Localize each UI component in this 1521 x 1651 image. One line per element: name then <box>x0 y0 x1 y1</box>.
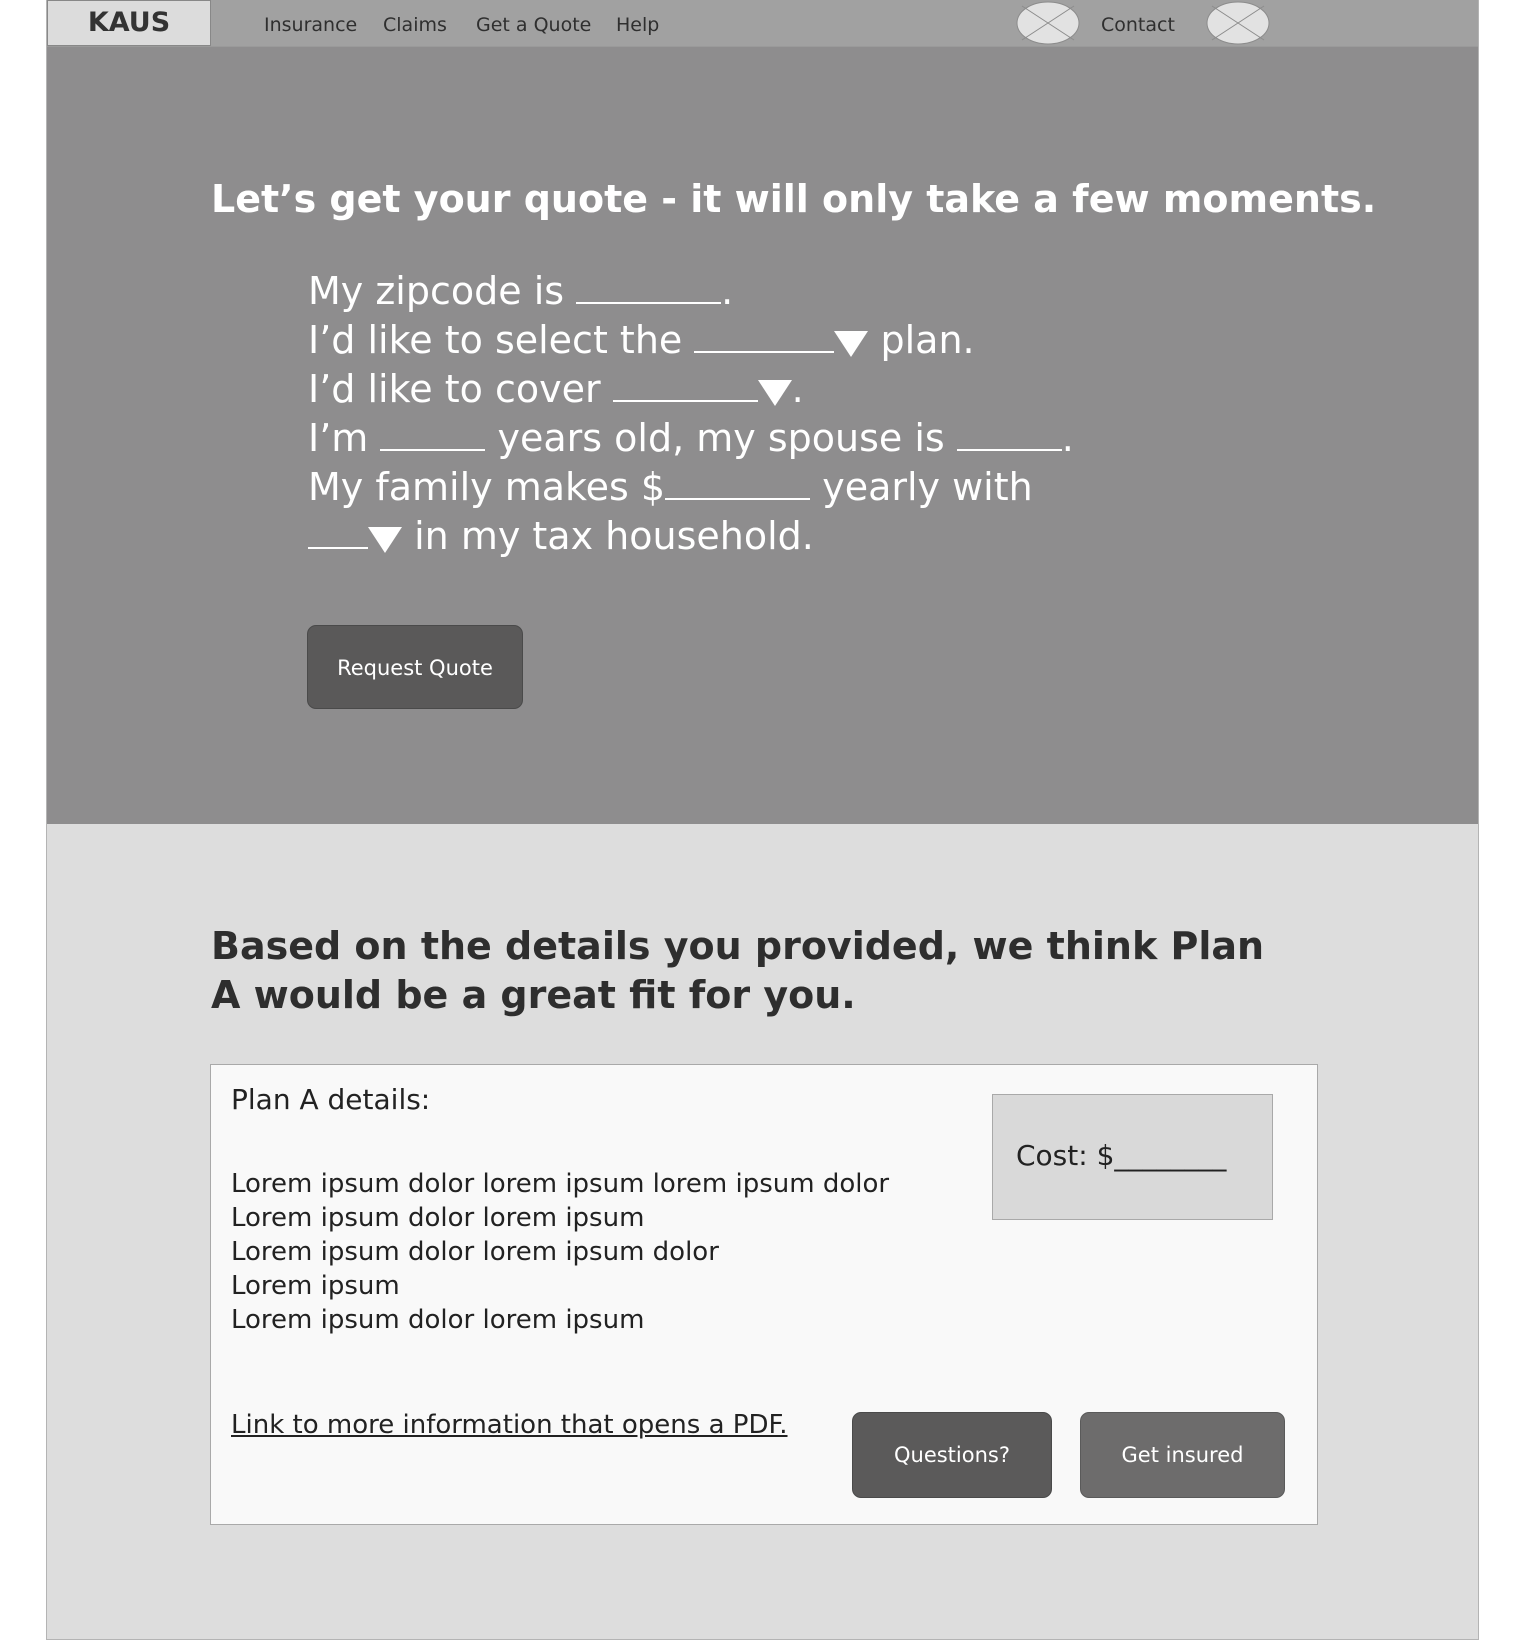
age-period: . <box>1061 416 1074 460</box>
income-suffix: yearly with <box>822 465 1033 509</box>
request-quote-button[interactable]: Request Quote <box>307 625 523 709</box>
pdf-info-link[interactable]: Link to more information that opens a PDF. <box>231 1410 788 1440</box>
nav-link-help[interactable]: Help <box>616 14 660 36</box>
plan-details-list <box>231 1167 889 1337</box>
cost-box: Cost: $________ <box>992 1094 1273 1220</box>
zip-line <box>308 267 1074 316</box>
plan-detail-line: Lorem ipsum dolor lorem ipsum <box>231 1203 645 1233</box>
get-insured-button[interactable]: Get insured <box>1080 1412 1285 1498</box>
cover-label: I’d like to cover <box>308 367 601 411</box>
zip-label: My zipcode is <box>308 269 565 313</box>
plan-details-title: Plan A details: <box>231 1083 431 1116</box>
plan-detail-line: Lorem ipsum dolor lorem ipsum lorem ipsum dolor <box>231 1169 890 1199</box>
image-placeholder-icon[interactable] <box>1206 1 1270 45</box>
plan-detail-line: Lorem ipsum <box>231 1271 400 1301</box>
plan-detail-line: Lorem ipsum dolor lorem ipsum <box>231 1305 645 1335</box>
zip-period: . <box>721 269 734 313</box>
nav-link-insurance[interactable]: Insurance <box>264 14 358 36</box>
age-label: I’m <box>308 416 369 460</box>
plan-label: I’d like to select the <box>308 318 683 362</box>
plan-select[interactable] <box>694 317 834 353</box>
nav-link-get-a-quote[interactable]: Get a Quote <box>476 14 592 36</box>
cover-period: . <box>791 367 804 411</box>
dropdown-arrow-icon[interactable] <box>758 380 792 406</box>
plan-card <box>210 1064 1318 1525</box>
quote-form <box>308 267 1074 561</box>
quote-hero <box>47 47 1478 824</box>
top-nav <box>47 0 1478 47</box>
nav-link-contact[interactable]: Contact <box>1101 14 1175 36</box>
age-input[interactable] <box>380 415 485 451</box>
dropdown-arrow-icon[interactable] <box>834 331 868 357</box>
plan-suffix: plan. <box>880 318 975 362</box>
recommendation-section <box>47 824 1478 1640</box>
plan-detail-line: Lorem ipsum dolor lorem ipsum dolor <box>231 1237 719 1267</box>
recommendation-title: Based on the details you provided, we think Plan A would be a great fit for you. <box>211 924 1265 1017</box>
logo[interactable]: KAUS <box>47 0 211 46</box>
cover-line <box>308 365 1074 414</box>
zipcode-input[interactable] <box>576 268 721 304</box>
household-label: in my tax household. <box>414 514 814 558</box>
nav-link-claims[interactable]: Claims <box>383 14 447 36</box>
questions-button[interactable]: Questions? <box>852 1412 1052 1498</box>
spouse-age-input[interactable] <box>957 415 1062 451</box>
coverage-select[interactable] <box>613 366 758 402</box>
spouse-label: years old, my spouse is <box>497 416 945 460</box>
income-line <box>308 463 1074 512</box>
household-size-select[interactable] <box>308 513 368 549</box>
age-line <box>308 414 1074 463</box>
hero-title: Let’s get your quote - it will only take a few moments. <box>211 177 1377 221</box>
dropdown-arrow-icon[interactable] <box>368 527 402 553</box>
image-placeholder-icon[interactable] <box>1016 1 1080 45</box>
income-input[interactable] <box>665 464 810 500</box>
household-line <box>308 512 1074 561</box>
page-frame <box>46 0 1479 1640</box>
income-label: My family makes $ <box>308 465 666 509</box>
plan-line <box>308 316 1074 365</box>
